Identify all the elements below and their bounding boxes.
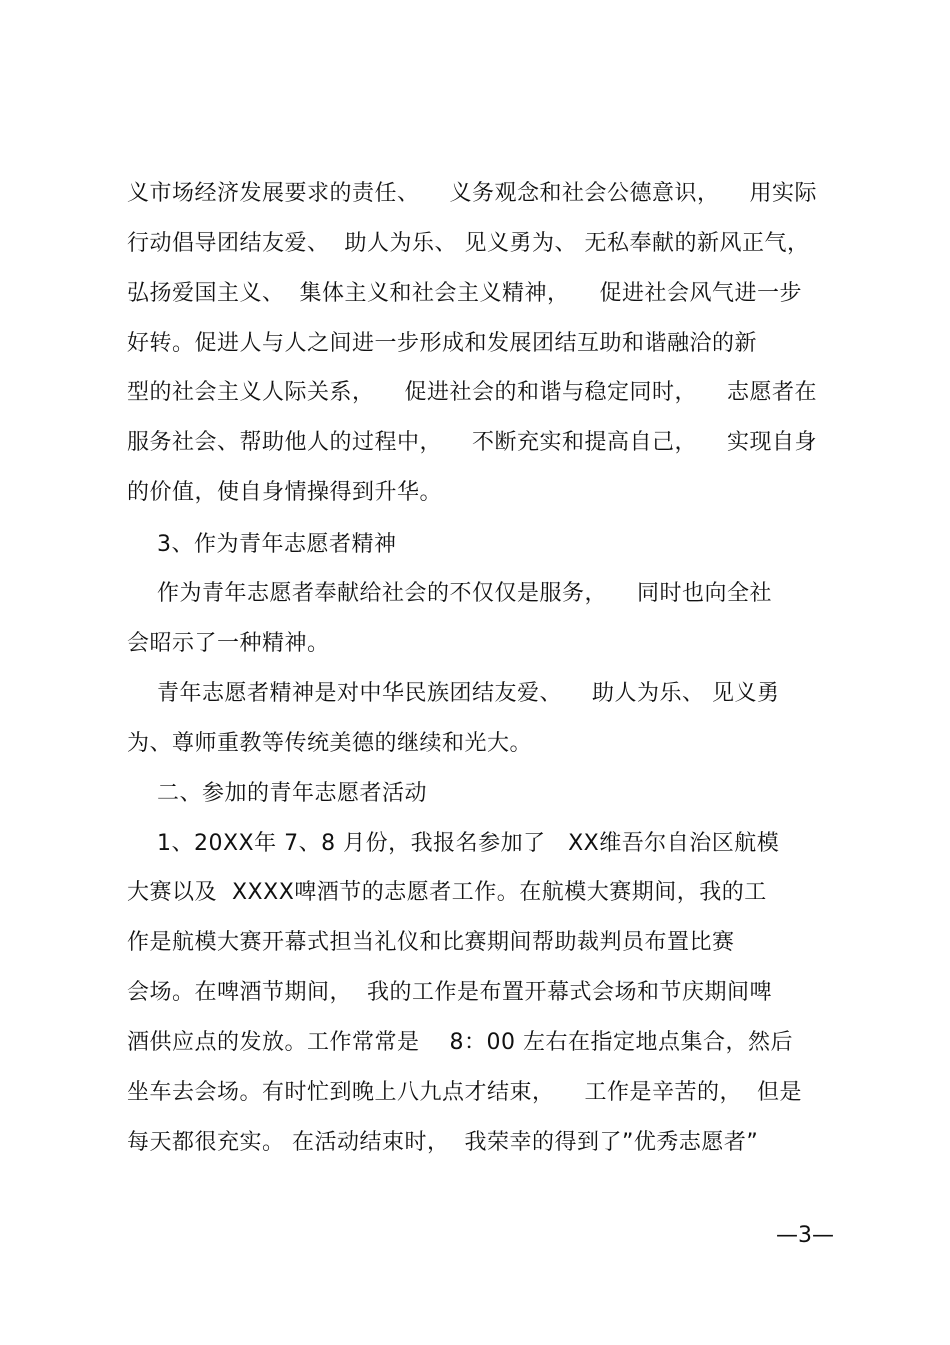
section-heading: 3、作为青年志愿者精神 bbox=[127, 532, 397, 557]
text-line: 义市场经济发展要求的责任、 义务观念和社会公德意识， 用实际 bbox=[127, 181, 817, 206]
text-line: 酒供应点的发放。工作常常是 8：00 左右在指定地点集合，然后 bbox=[127, 1030, 793, 1055]
text-line: 每天都很充实。 在活动结束时， 我荣幸的得到了”优秀志愿者” bbox=[127, 1130, 759, 1155]
text-line: 会昭示了一种精神。 bbox=[127, 631, 330, 656]
text-line: 服务社会、帮助他人的过程中， 不断充实和提高自己， 实现自身 bbox=[127, 430, 817, 455]
text-line: 会场。在啤酒节期间， 我的工作是布置开幕式会场和节庆期间啤 bbox=[127, 980, 772, 1005]
text-line: 好转。促进人与人之间进一步形成和发展团结互助和谐融洽的新 bbox=[127, 331, 758, 356]
page-number: —3— bbox=[776, 1223, 834, 1248]
text-line: 大赛以及 XXXX啤酒节的志愿者工作。在航模大赛期间，我的工 bbox=[127, 880, 767, 905]
section-heading: 二、参加的青年志愿者活动 bbox=[127, 781, 427, 806]
text-line: 为、尊师重教等传统美德的继续和光大。 bbox=[127, 731, 533, 756]
text-line: 的价值，使自身情操得到升华。 bbox=[127, 480, 443, 505]
text-line: 行动倡导团结友爱、 助人为乐、 见义勇为、 无私奉献的新风正气， bbox=[127, 231, 810, 256]
text-line: 作为青年志愿者奉献给社会的不仅仅是服务， 同时也向全社 bbox=[127, 581, 772, 606]
text-line: 青年志愿者精神是对中华民族团结友爱、 助人为乐、 见义勇 bbox=[127, 681, 780, 706]
text-line: 弘扬爱国主义、 集体主义和社会主义精神， 促进社会风气进一步 bbox=[127, 281, 802, 306]
text-line: 作是航模大赛开幕式担当礼仪和比赛期间帮助裁判员布置比赛 bbox=[127, 930, 735, 955]
text-line: 坐车去会场。有时忙到晚上八九点才结束， 工作是辛苦的， 但是 bbox=[127, 1080, 802, 1105]
text-line: 1、20XX年 7、8 月份，我报名参加了 XX维吾尔自治区航模 bbox=[127, 831, 780, 856]
text-line: 型的社会主义人际关系， 促进社会的和谐与稳定同时， 志愿者在 bbox=[127, 380, 817, 405]
